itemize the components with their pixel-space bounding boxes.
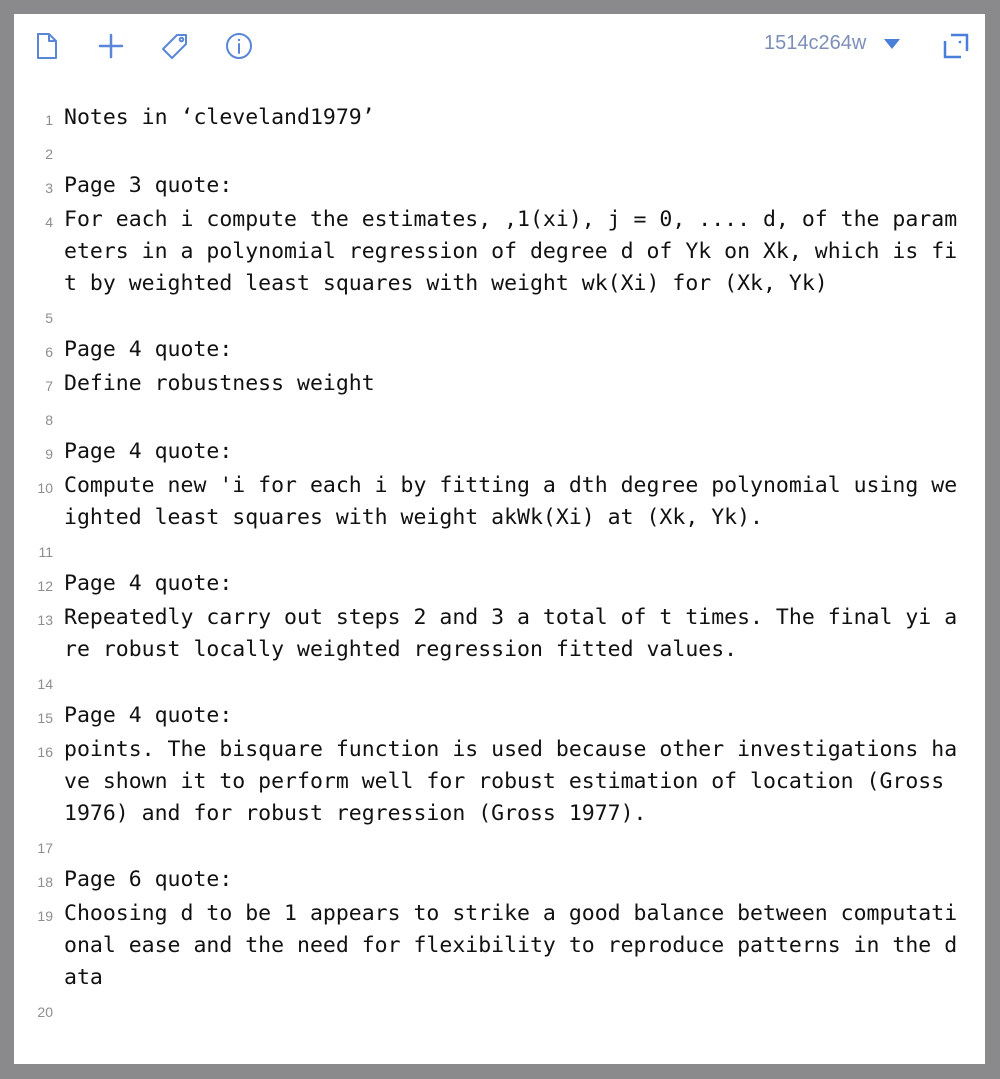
info-icon[interactable] (223, 30, 255, 62)
line-text[interactable]: Page 6 quote: (64, 867, 233, 892)
line-number: 15 (37, 710, 53, 726)
line-number: 16 (37, 744, 53, 760)
expand-window-icon[interactable] (940, 30, 972, 62)
chevron-down-icon (884, 39, 900, 49)
line-text[interactable]: Notes in ‘cleveland1979’ (64, 105, 375, 130)
commit-label: 1514c264w (764, 32, 867, 54)
line-text[interactable]: Page 3 quote: (64, 173, 233, 198)
editor-line[interactable] (14, 534, 985, 568)
editor-line[interactable] (14, 170, 985, 204)
line-number: 20 (37, 1004, 53, 1020)
editor-line[interactable] (14, 470, 985, 534)
new-document-icon[interactable] (31, 30, 63, 62)
editor-line[interactable] (14, 102, 985, 136)
line-number: 4 (45, 214, 53, 230)
line-text[interactable]: For each i compute the estimates, ,1(xi), j = 0, .... d, of the parameters in a polynomial regression of degree d of Yk on Xk, which is fit by weighted least squares with weight wk(Xi) for (Xk, Yk) (64, 207, 958, 296)
editor-line[interactable] (14, 830, 985, 864)
editor-line[interactable] (14, 700, 985, 734)
line-number: 1 (45, 112, 53, 128)
editor-line[interactable] (14, 734, 985, 830)
editor-line[interactable] (14, 368, 985, 402)
line-text[interactable]: Choosing d to be 1 appears to strike a good balance between computational ease and the need for flexibility to reproduce patterns in the data (64, 901, 958, 990)
line-number: 18 (37, 874, 53, 890)
editor-line[interactable] (14, 666, 985, 700)
notes-panel (14, 14, 985, 1064)
line-number: 6 (45, 344, 53, 360)
line-text[interactable]: Repeatedly carry out steps 2 and 3 a total of t times. The final yi are robust locally weighted regression fitted values. (64, 605, 958, 662)
line-number: 7 (45, 378, 53, 394)
line-number: 9 (45, 446, 53, 462)
line-number: 2 (45, 146, 53, 162)
line-text[interactable]: Page 4 quote: (64, 439, 233, 464)
editor-line[interactable] (14, 864, 985, 898)
editor-line[interactable] (14, 994, 985, 1028)
line-text[interactable]: Define robustness weight (64, 371, 375, 396)
editor-line[interactable] (14, 204, 985, 300)
tag-icon[interactable] (159, 30, 191, 62)
line-number: 5 (45, 310, 53, 326)
editor-line[interactable] (14, 436, 985, 470)
toolbar (14, 14, 985, 76)
line-number: 17 (37, 840, 53, 856)
editor-line[interactable] (14, 300, 985, 334)
add-icon[interactable] (95, 30, 127, 62)
line-text[interactable]: Compute new 'i for each i by fitting a dth degree polynomial using weighted least squares with weight akWk(Xi) at (Xk, Yk). (64, 473, 958, 530)
line-number: 10 (37, 480, 53, 496)
line-number: 13 (37, 612, 53, 628)
line-number: 14 (37, 676, 53, 692)
line-text[interactable]: Page 4 quote: (64, 337, 233, 362)
commit-selector[interactable] (764, 32, 900, 55)
editor-line[interactable] (14, 898, 985, 994)
line-number: 11 (38, 544, 53, 560)
line-number: 19 (37, 908, 53, 924)
line-text[interactable]: Page 4 quote: (64, 571, 233, 596)
editor-line[interactable] (14, 334, 985, 368)
editor-line[interactable] (14, 136, 985, 170)
editor-line[interactable] (14, 402, 985, 436)
line-number: 12 (37, 578, 53, 594)
line-number: 8 (45, 412, 53, 428)
line-text[interactable]: Page 4 quote: (64, 703, 233, 728)
editor-line[interactable] (14, 602, 985, 666)
editor-line[interactable] (14, 568, 985, 602)
line-text[interactable]: points. The bisquare function is used because other investigations have shown it to perform well for robust estimation of location (Gross 1976) and for robust regression (Gross 1977). (64, 737, 958, 826)
line-number: 3 (45, 180, 53, 196)
text-editor[interactable] (14, 102, 985, 1028)
